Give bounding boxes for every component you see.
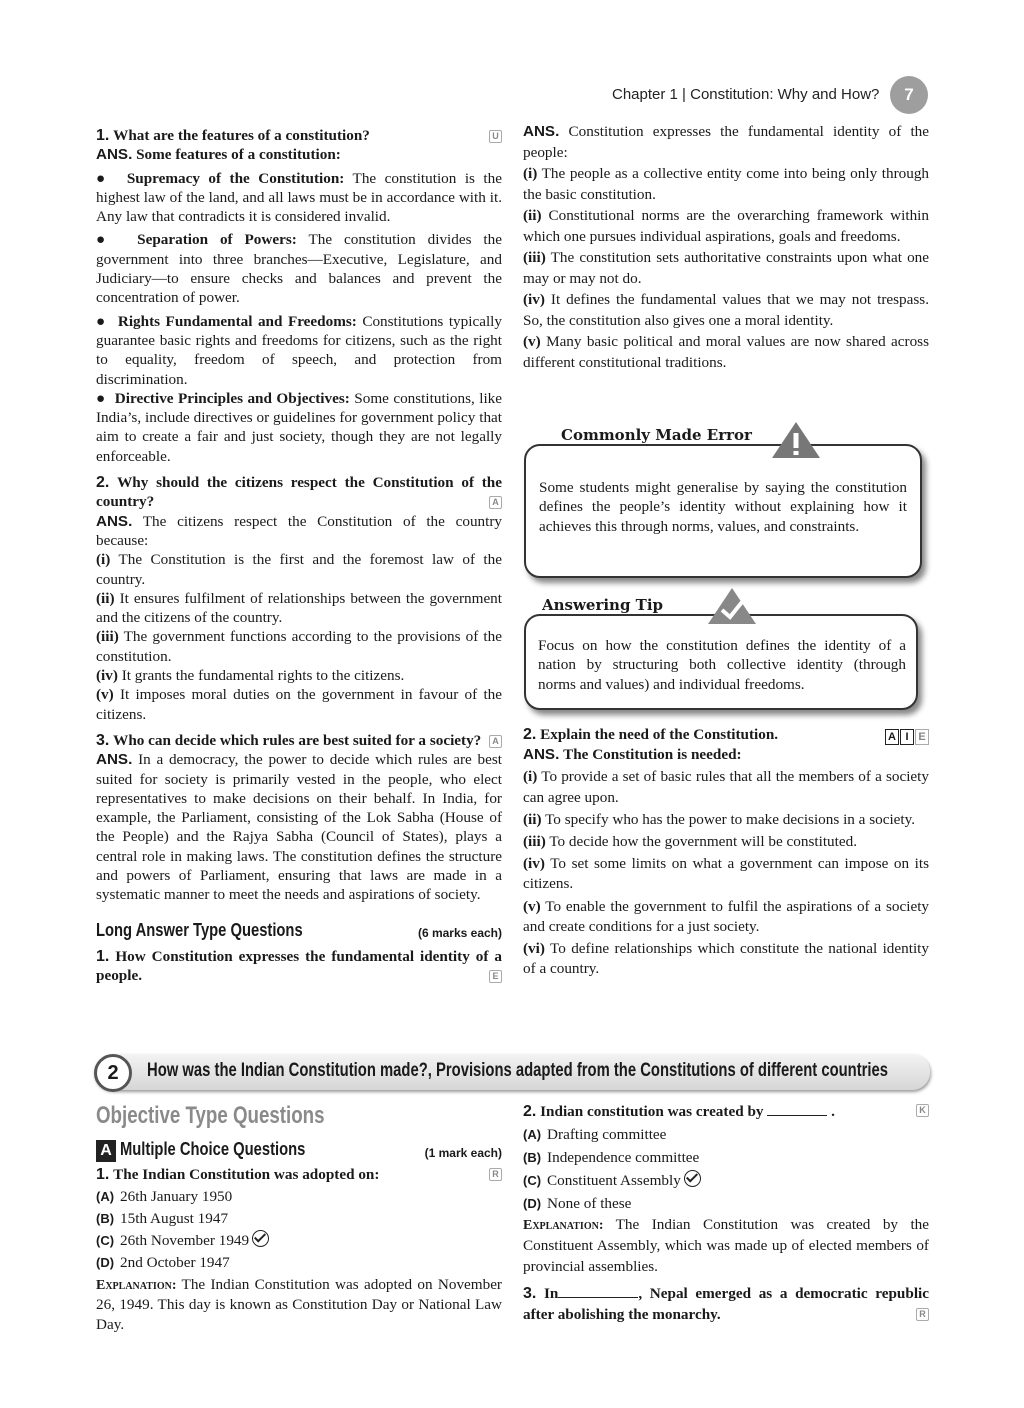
answering-tip-title: Answering Tip: [536, 596, 669, 614]
section-2-title: How was the Indian Constitution made?, Provisions adapted from the Constitutions of different countries: [147, 1060, 889, 1081]
list-item: (ii) To specify who has the power to make decisions in a society.: [523, 810, 916, 828]
long-question-1: 1. How Constitution expresses the fundamental identity of a people. E: [96, 947, 503, 984]
section-2-number: 2: [94, 1054, 132, 1092]
mcq-question-2: K 2. Indian constitution was created by .: [523, 1100, 929, 1123]
answer-3: ANS. In a democracy, the power to decide which rules are best suited for society is primarily vested in the people, who elect representatives to make decisions on their behalf. In India, for example, the Parliament, consisting of the Lok Sabha (House of the People) and the Rajya Sabha (Council of States), plays a central role in making laws. The constitution defines the structure and powers of Parliament, ensuring that laws are made in a systematic manner to meet the needs and aspirations of society.: [96, 751, 503, 904]
long-answer-1: ANS. Constitution expresses the fundamental identity of the people:: [523, 123, 930, 161]
check-icon: [252, 1230, 269, 1247]
mcq-question-1: 1. The Indian Constitution was adopted on: R: [96, 1164, 502, 1186]
answer-blank[interactable]: [558, 1297, 638, 1298]
long-answer-marks: (6 marks each): [417, 925, 502, 940]
check-triangle-icon: [706, 586, 758, 626]
bullet-item: ● Separation of Powers: The constitution divides the government into three branches—Executive, Legislature, and Judiciary—to ensure checks and balances and prevent the concentration of power.: [96, 231, 502, 307]
list-item: (iii) The constitution sets authoritative constraints upon what one may or may not do.: [523, 249, 929, 287]
mcq-question-3: 3. In , Nepal emerged as a democratic republic after abolishing the monarchy. R: [523, 1284, 930, 1323]
mcq-left-column: [96, 1138, 502, 1334]
list-item: (iv) It grants the fundamental rights to the citizens.: [96, 667, 405, 685]
long-question-2: A I E 2. Explain the need of the Constitution.: [523, 725, 929, 745]
mcq-option[interactable]: (A) Drafting committee: [523, 1126, 667, 1143]
list-item: (v) Many basic political and moral values are now shared across different constitutional traditions.: [523, 333, 929, 371]
answer-blank[interactable]: [767, 1115, 827, 1116]
tag-a-icon: A: [489, 735, 502, 748]
tag-k-icon: K: [916, 1104, 929, 1117]
mcq-right-column: [523, 1100, 929, 1325]
right-column-bottom: [523, 725, 929, 979]
list-item: (i) The people as a collective entity come into being only through the basic constitution.: [523, 165, 930, 203]
left-column: [96, 126, 502, 985]
list-item: (v) To enable the government to fulfil the aspirations of a society and create conditions for a just society.: [523, 897, 930, 935]
list-item: (iv) To set some limits on what a government can impose on its citizens.: [523, 855, 929, 893]
mcq-option[interactable]: (B) 15th August 1947: [96, 1210, 229, 1227]
bullet-item: ● Supremacy of the Constitution: The constitution is the highest law of the land, and all laws must be in accordance with it. Any law that contradicts it is considered invalid.: [96, 169, 502, 226]
tag-aie-icon: A I E: [884, 726, 929, 746]
list-item: (i) To provide a set of basic rules that all the members of a society can agree upon.: [523, 768, 929, 806]
bullet-item: ● Directive Principles and Objectives: Some constitutions, like India’s, include directives or guidelines for government policy that aim to create a fair and just society, though they are not legally enforceable.: [96, 389, 503, 465]
chapter-header: Chapter 1 | Constitution: Why and How?: [612, 86, 880, 103]
bullet-item: ● Rights Fundamental and Freedoms: Constitutions typically guarantee basic rights and freedoms for citizens, such as the right to equality, freedom of speech, and protection from discrimination.: [96, 312, 502, 388]
check-icon: [684, 1170, 701, 1187]
answering-tip-box: [524, 614, 918, 710]
mcq-option[interactable]: (A) 26th January 1950: [96, 1188, 233, 1205]
list-item: (vi) To define relationships which constitute the national identity of a country.: [523, 940, 929, 978]
mcq-letter: A: [96, 1140, 116, 1162]
tag-r-icon: R: [916, 1308, 929, 1321]
question-3: 3. Who can decide which rules are best suited for a society? A: [96, 731, 502, 750]
page-number: 7: [890, 76, 928, 114]
tag-a-icon: A: [489, 496, 502, 509]
list-item: (iv) It defines the fundamental values that we may not trespass. So, the constitution also gives one a moral identity.: [523, 291, 929, 329]
list-item: (ii) It ensures fulfilment of relationships between the government and the citizens of the country.: [96, 589, 502, 627]
explanation-1: Explanation: The Indian Constitution was adopted on November 26, 1949. This day is known as Constitution Day or National Law Day.: [96, 1276, 502, 1333]
mcq-option[interactable]: (D) 2nd October 1947: [96, 1254, 230, 1271]
tag-e-icon: E: [489, 970, 502, 983]
question-1: U 1. What are the features of a constitution?: [96, 126, 502, 145]
mcq-option[interactable]: (C) 26th November 1949: [96, 1230, 502, 1252]
mcq-title: Multiple Choice Questions: [120, 1139, 306, 1159]
mcq-heading: [96, 1138, 502, 1164]
answer-1: ANS. Some features of a constitution:: [96, 146, 341, 164]
long-answer-2: ANS. The Constitution is needed:: [523, 746, 742, 764]
right-column-top: [523, 122, 929, 373]
warning-icon: [770, 420, 822, 460]
list-item: (v) It imposes moral duties on the government in favour of the citizens.: [96, 686, 502, 723]
list-item: (iii) The government functions according to the provisions of the constitution.: [96, 628, 502, 665]
common-error-text: Some students might generalise by saying the constitution defines the people’s identity without explaining how it achieves this through norms, values, and constraints.: [539, 479, 907, 535]
list-item: (i) The Constitution is the first and the foremost law of the country.: [96, 551, 502, 588]
mcq-option[interactable]: (C) Constituent Assembly: [523, 1169, 929, 1192]
explanation-2: Explanation: The Indian Constitution was created by the Constituent Assembly, which was made up of elected members of provincial assemblies.: [523, 1216, 929, 1275]
list-item: (iii) To decide how the government will be constituted.: [523, 833, 857, 851]
question-2: 2. Why should the citizens respect the Constitution of the country? A: [96, 474, 502, 511]
objective-title: Objective Type Questions: [96, 1102, 325, 1129]
long-answer-heading: Long Answer Type Questions (6 marks each): [96, 921, 502, 945]
tag-r-icon: R: [489, 1168, 502, 1181]
list-item: (ii) Constitutional norms are the overarching framework within which one pursues individual aspirations, goals and freedoms.: [523, 207, 929, 245]
mcq-option[interactable]: (D) None of these: [523, 1195, 632, 1212]
mcq-option[interactable]: (B) Independence committee: [523, 1149, 700, 1166]
common-error-box: [524, 444, 922, 578]
tag-u-icon: U: [489, 130, 502, 143]
answer-2: ANS. The citizens respect the Constitution of the country because:: [96, 512, 503, 549]
common-error-title: Commonly Made Error: [555, 426, 758, 444]
answering-tip-text: Focus on how the constitution defines the identity of a nation by structuring both collective identity (through norms and values) and individual freedoms.: [538, 637, 906, 693]
mcq-marks: (1 mark each): [424, 1146, 502, 1160]
